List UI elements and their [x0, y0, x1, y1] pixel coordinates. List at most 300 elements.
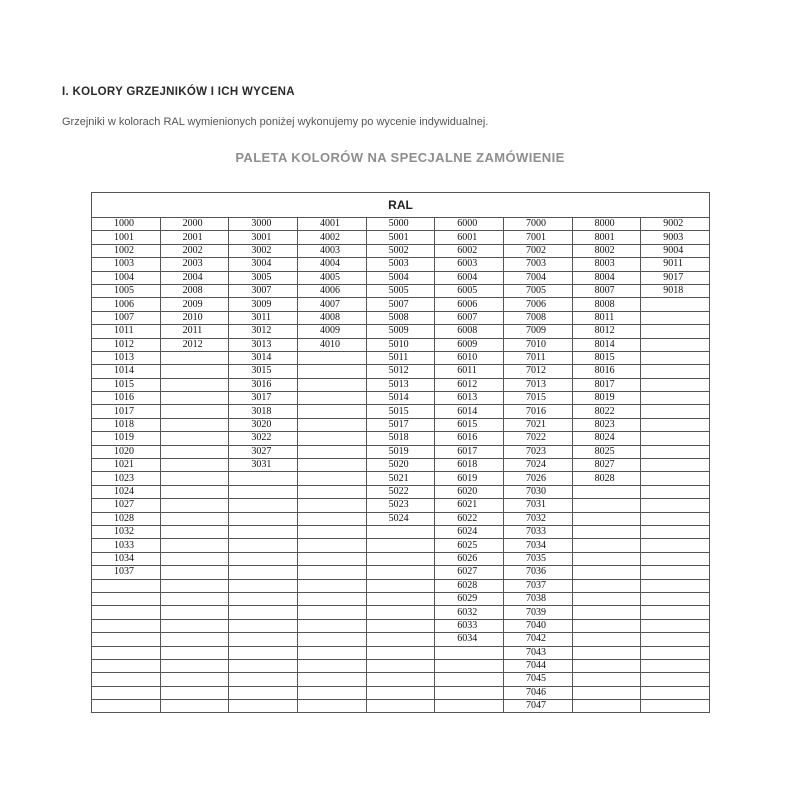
ral-code-cell: 7010 — [503, 338, 572, 351]
ral-code-cell — [366, 646, 435, 659]
table-row — [92, 418, 710, 431]
ral-code-cell — [641, 338, 710, 351]
ral-code-cell: 2001 — [160, 231, 229, 244]
ral-code-cell: 7004 — [503, 271, 572, 284]
ral-code-cell — [160, 539, 229, 552]
table-row — [92, 298, 710, 311]
ral-code-cell — [641, 619, 710, 632]
ral-code-cell: 6005 — [435, 284, 504, 297]
ral-code-cell: 1020 — [92, 445, 161, 458]
ral-code-cell: 6027 — [435, 566, 504, 579]
ral-code-cell: 6014 — [435, 405, 504, 418]
ral-code-cell: 5003 — [366, 258, 435, 271]
ral-code-cell: 7044 — [503, 659, 572, 672]
ral-code-cell: 1017 — [92, 405, 161, 418]
ral-code-cell — [229, 646, 298, 659]
ral-code-cell — [160, 566, 229, 579]
table-row — [92, 459, 710, 472]
ral-code-cell: 4008 — [297, 311, 366, 324]
ral-code-cell: 8012 — [572, 325, 641, 338]
ral-code-cell — [160, 392, 229, 405]
ral-code-cell: 1027 — [92, 499, 161, 512]
ral-code-cell: 7013 — [503, 378, 572, 391]
ral-code-cell — [641, 606, 710, 619]
ral-code-cell — [297, 566, 366, 579]
ral-code-cell — [160, 646, 229, 659]
ral-code-cell: 1007 — [92, 311, 161, 324]
ral-code-cell: 3027 — [229, 445, 298, 458]
ral-code-cell — [641, 646, 710, 659]
table-row — [92, 566, 710, 579]
ral-code-cell: 6002 — [435, 244, 504, 257]
ral-code-cell — [572, 485, 641, 498]
ral-code-cell: 1003 — [92, 258, 161, 271]
ral-code-cell — [160, 592, 229, 605]
ral-code-cell — [229, 485, 298, 498]
ral-code-cell — [641, 525, 710, 538]
ral-code-cell: 1016 — [92, 392, 161, 405]
ral-code-cell: 2011 — [160, 325, 229, 338]
ral-code-cell: 1018 — [92, 418, 161, 431]
ral-code-cell: 7002 — [503, 244, 572, 257]
ral-code-cell — [297, 619, 366, 632]
ral-code-cell: 9011 — [641, 258, 710, 271]
ral-code-cell — [297, 633, 366, 646]
ral-code-cell: 7035 — [503, 552, 572, 565]
ral-code-cell: 8002 — [572, 244, 641, 257]
ral-code-cell — [160, 351, 229, 364]
ral-code-cell — [572, 646, 641, 659]
ral-code-cell — [92, 686, 161, 699]
ral-code-cell — [297, 552, 366, 565]
ral-code-cell — [366, 686, 435, 699]
ral-code-cell — [297, 700, 366, 713]
ral-code-cell — [572, 552, 641, 565]
ral-code-cell: 6010 — [435, 351, 504, 364]
ral-code-cell — [366, 566, 435, 579]
ral-code-cell: 1032 — [92, 525, 161, 538]
ral-code-cell: 3016 — [229, 378, 298, 391]
ral-code-cell: 8014 — [572, 338, 641, 351]
ral-code-cell: 1021 — [92, 459, 161, 472]
ral-code-cell: 1019 — [92, 432, 161, 445]
ral-code-cell — [92, 592, 161, 605]
ral-code-cell: 6009 — [435, 338, 504, 351]
ral-code-cell — [641, 432, 710, 445]
ral-code-cell: 3013 — [229, 338, 298, 351]
ral-code-cell — [297, 686, 366, 699]
ral-code-cell: 7046 — [503, 686, 572, 699]
table-row — [92, 592, 710, 605]
ral-code-cell: 6007 — [435, 311, 504, 324]
ral-code-cell — [366, 579, 435, 592]
ral-code-cell — [297, 459, 366, 472]
ral-code-cell: 8016 — [572, 365, 641, 378]
ral-code-cell — [641, 566, 710, 579]
ral-code-cell: 8000 — [572, 218, 641, 231]
ral-code-cell: 3002 — [229, 244, 298, 257]
ral-code-cell — [229, 619, 298, 632]
ral-code-cell: 5021 — [366, 472, 435, 485]
ral-code-cell — [641, 485, 710, 498]
table-row — [92, 378, 710, 391]
table-row — [92, 633, 710, 646]
ral-code-cell: 9018 — [641, 284, 710, 297]
ral-code-cell: 4004 — [297, 258, 366, 271]
table-row — [92, 338, 710, 351]
ral-code-cell — [641, 418, 710, 431]
ral-code-cell: 1023 — [92, 472, 161, 485]
ral-code-cell — [160, 499, 229, 512]
ral-code-cell — [297, 351, 366, 364]
ral-code-cell: 6021 — [435, 499, 504, 512]
ral-code-cell: 4001 — [297, 218, 366, 231]
ral-code-cell — [160, 378, 229, 391]
table-row — [92, 579, 710, 592]
ral-code-cell — [572, 525, 641, 538]
ral-code-cell — [160, 579, 229, 592]
ral-code-cell — [160, 432, 229, 445]
table-row — [92, 619, 710, 632]
ral-code-cell: 2004 — [160, 271, 229, 284]
ral-code-cell — [641, 633, 710, 646]
ral-code-cell — [366, 592, 435, 605]
ral-code-cell: 8017 — [572, 378, 641, 391]
ral-code-cell — [641, 365, 710, 378]
ral-code-cell — [229, 566, 298, 579]
ral-code-cell: 5019 — [366, 445, 435, 458]
ral-code-cell: 8022 — [572, 405, 641, 418]
table-row — [92, 552, 710, 565]
ral-code-cell — [229, 592, 298, 605]
ral-code-cell — [229, 700, 298, 713]
ral-code-cell — [297, 485, 366, 498]
ral-code-cell — [366, 673, 435, 686]
table-row — [92, 258, 710, 271]
ral-code-cell — [92, 619, 161, 632]
ral-code-cell: 1033 — [92, 539, 161, 552]
table-row — [92, 686, 710, 699]
ral-code-cell: 7032 — [503, 512, 572, 525]
ral-code-cell: 1013 — [92, 351, 161, 364]
ral-code-cell — [572, 659, 641, 672]
ral-code-cell: 7006 — [503, 298, 572, 311]
ral-code-cell: 6013 — [435, 392, 504, 405]
ral-code-cell: 6028 — [435, 579, 504, 592]
ral-code-cell — [229, 512, 298, 525]
ral-code-cell: 8019 — [572, 392, 641, 405]
ral-code-cell: 7031 — [503, 499, 572, 512]
ral-code-cell: 3022 — [229, 432, 298, 445]
ral-code-cell — [229, 525, 298, 538]
ral-code-cell — [435, 659, 504, 672]
ral-code-cell: 1014 — [92, 365, 161, 378]
ral-code-cell: 5015 — [366, 405, 435, 418]
ral-code-cell: 3031 — [229, 459, 298, 472]
ral-code-cell — [160, 700, 229, 713]
ral-code-cell: 1006 — [92, 298, 161, 311]
ral-code-cell: 9004 — [641, 244, 710, 257]
ral-code-cell — [160, 619, 229, 632]
ral-code-cell: 3007 — [229, 284, 298, 297]
ral-code-cell — [641, 392, 710, 405]
ral-code-cell — [572, 499, 641, 512]
ral-code-cell: 7037 — [503, 579, 572, 592]
ral-code-cell: 9002 — [641, 218, 710, 231]
ral-code-cell — [297, 499, 366, 512]
ral-code-cell — [297, 445, 366, 458]
ral-code-cell — [641, 459, 710, 472]
table-row — [92, 392, 710, 405]
table-row — [92, 659, 710, 672]
ral-code-cell — [160, 365, 229, 378]
ral-code-cell — [641, 512, 710, 525]
ral-code-cell: 2008 — [160, 284, 229, 297]
ral-code-cell — [160, 673, 229, 686]
ral-code-cell: 8024 — [572, 432, 641, 445]
ral-code-cell: 8027 — [572, 459, 641, 472]
table-row — [92, 485, 710, 498]
ral-code-cell: 7021 — [503, 418, 572, 431]
table-row — [92, 351, 710, 364]
ral-code-cell — [160, 459, 229, 472]
ral-code-cell: 6012 — [435, 378, 504, 391]
ral-code-cell — [366, 539, 435, 552]
ral-code-cell: 1005 — [92, 284, 161, 297]
ral-code-cell: 5011 — [366, 351, 435, 364]
ral-code-cell: 8028 — [572, 472, 641, 485]
ral-code-cell — [435, 673, 504, 686]
table-row — [92, 606, 710, 619]
ral-code-cell: 7030 — [503, 485, 572, 498]
ral-code-cell: 3009 — [229, 298, 298, 311]
ral-code-cell — [160, 512, 229, 525]
ral-code-cell — [641, 499, 710, 512]
ral-code-cell — [160, 659, 229, 672]
ral-code-cell: 7045 — [503, 673, 572, 686]
table-header-row — [92, 193, 710, 218]
ral-code-cell: 8011 — [572, 311, 641, 324]
ral-code-cell: 7042 — [503, 633, 572, 646]
ral-code-cell — [641, 686, 710, 699]
table-row — [92, 218, 710, 231]
ral-code-cell — [435, 646, 504, 659]
ral-code-cell — [297, 405, 366, 418]
ral-code-cell — [229, 686, 298, 699]
ral-code-cell: 7003 — [503, 258, 572, 271]
ral-code-cell: 7033 — [503, 525, 572, 538]
ral-code-cell: 7039 — [503, 606, 572, 619]
ral-code-cell: 6015 — [435, 418, 504, 431]
ral-code-cell — [160, 485, 229, 498]
ral-code-cell — [641, 472, 710, 485]
ral-code-cell: 7026 — [503, 472, 572, 485]
ral-code-cell: 4007 — [297, 298, 366, 311]
ral-code-cell: 3015 — [229, 365, 298, 378]
ral-code-cell: 5007 — [366, 298, 435, 311]
ral-code-cell — [229, 659, 298, 672]
ral-code-cell: 4009 — [297, 325, 366, 338]
table-row — [92, 432, 710, 445]
ral-code-cell: 3020 — [229, 418, 298, 431]
ral-code-cell: 6006 — [435, 298, 504, 311]
ral-code-cell — [297, 539, 366, 552]
table-row — [92, 512, 710, 525]
ral-code-cell: 5012 — [366, 365, 435, 378]
ral-code-cell: 7015 — [503, 392, 572, 405]
table-row — [92, 405, 710, 418]
ral-code-cell: 6019 — [435, 472, 504, 485]
ral-code-cell: 5020 — [366, 459, 435, 472]
ral-code-cell: 7001 — [503, 231, 572, 244]
ral-code-cell: 2009 — [160, 298, 229, 311]
ral-code-cell: 6000 — [435, 218, 504, 231]
ral-code-cell — [229, 539, 298, 552]
ral-code-cell: 2003 — [160, 258, 229, 271]
ral-code-cell: 5010 — [366, 338, 435, 351]
ral-code-cell: 3004 — [229, 258, 298, 271]
table-row — [92, 539, 710, 552]
ral-code-cell: 6025 — [435, 539, 504, 552]
ral-code-cell — [297, 365, 366, 378]
ral-code-cell — [366, 525, 435, 538]
ral-code-cell: 8023 — [572, 418, 641, 431]
ral-code-cell — [229, 552, 298, 565]
ral-code-cell: 7047 — [503, 700, 572, 713]
ral-code-cell: 7024 — [503, 459, 572, 472]
ral-code-cell — [572, 592, 641, 605]
ral-code-cell — [229, 606, 298, 619]
ral-code-cell: 1000 — [92, 218, 161, 231]
ral-code-cell — [229, 673, 298, 686]
table-row — [92, 472, 710, 485]
ral-code-cell — [160, 606, 229, 619]
ral-code-cell: 8025 — [572, 445, 641, 458]
ral-code-cell — [572, 700, 641, 713]
ral-code-cell: 4003 — [297, 244, 366, 257]
ral-code-cell: 6032 — [435, 606, 504, 619]
ral-code-cell: 6024 — [435, 525, 504, 538]
ral-code-cell — [297, 579, 366, 592]
ral-code-cell: 5009 — [366, 325, 435, 338]
ral-code-cell — [160, 552, 229, 565]
ral-code-cell — [92, 673, 161, 686]
ral-code-cell: 2002 — [160, 244, 229, 257]
ral-code-cell — [297, 659, 366, 672]
ral-code-cell: 3018 — [229, 405, 298, 418]
table-row — [92, 525, 710, 538]
ral-code-cell — [160, 445, 229, 458]
ral-code-cell — [297, 512, 366, 525]
ral-code-cell: 6022 — [435, 512, 504, 525]
ral-code-cell — [641, 325, 710, 338]
ral-code-cell — [229, 472, 298, 485]
ral-code-cell — [641, 378, 710, 391]
table-row — [92, 445, 710, 458]
ral-code-cell — [572, 633, 641, 646]
ral-code-cell: 5005 — [366, 284, 435, 297]
ral-code-cell: 7023 — [503, 445, 572, 458]
ral-code-cell — [160, 472, 229, 485]
ral-code-cell — [641, 539, 710, 552]
ral-code-cell: 6004 — [435, 271, 504, 284]
ral-code-cell — [366, 633, 435, 646]
ral-code-cell: 6026 — [435, 552, 504, 565]
ral-code-cell: 4010 — [297, 338, 366, 351]
ral-code-cell — [366, 552, 435, 565]
ral-code-cell — [572, 673, 641, 686]
table-body — [92, 218, 710, 713]
ral-code-cell — [297, 472, 366, 485]
ral-code-cell: 9017 — [641, 271, 710, 284]
ral-code-cell — [572, 606, 641, 619]
ral-code-cell: 7038 — [503, 592, 572, 605]
ral-code-cell — [297, 418, 366, 431]
table-row — [92, 231, 710, 244]
ral-code-cell: 5008 — [366, 311, 435, 324]
ral-code-cell — [92, 633, 161, 646]
ral-code-cell: 2000 — [160, 218, 229, 231]
ral-code-cell: 6034 — [435, 633, 504, 646]
ral-code-cell — [92, 579, 161, 592]
ral-code-cell — [297, 525, 366, 538]
ral-code-cell: 1002 — [92, 244, 161, 257]
table-row — [92, 700, 710, 713]
ral-code-cell — [297, 646, 366, 659]
ral-code-cell: 3011 — [229, 311, 298, 324]
ral-code-cell — [297, 392, 366, 405]
ral-code-cell — [641, 552, 710, 565]
ral-code-cell: 6011 — [435, 365, 504, 378]
ral-code-cell — [92, 606, 161, 619]
ral-code-cell — [641, 445, 710, 458]
ral-code-cell: 8008 — [572, 298, 641, 311]
ral-code-cell — [641, 592, 710, 605]
ral-code-cell: 7043 — [503, 646, 572, 659]
ral-code-cell — [641, 579, 710, 592]
ral-code-cell — [641, 405, 710, 418]
ral-code-cell: 7009 — [503, 325, 572, 338]
ral-code-cell: 6017 — [435, 445, 504, 458]
ral-code-cell: 3000 — [229, 218, 298, 231]
ral-code-cell — [572, 619, 641, 632]
ral-code-cell — [641, 298, 710, 311]
ral-code-cell: 5002 — [366, 244, 435, 257]
ral-code-cell — [160, 686, 229, 699]
ral-code-cell: 2012 — [160, 338, 229, 351]
ral-code-cell — [572, 566, 641, 579]
ral-code-cell: 6008 — [435, 325, 504, 338]
ral-code-cell: 5013 — [366, 378, 435, 391]
palette-title: PALETA KOLORÓW NA SPECJALNE ZAMÓWIENIE — [235, 150, 565, 165]
ral-code-cell — [641, 673, 710, 686]
ral-code-cell: 4006 — [297, 284, 366, 297]
ral-code-cell: 7034 — [503, 539, 572, 552]
ral-code-cell: 1015 — [92, 378, 161, 391]
ral-code-cell: 6018 — [435, 459, 504, 472]
ral-code-cell: 5023 — [366, 499, 435, 512]
ral-code-cell: 7005 — [503, 284, 572, 297]
ral-code-cell — [160, 525, 229, 538]
ral-code-cell: 3001 — [229, 231, 298, 244]
ral-code-cell — [572, 686, 641, 699]
ral-code-cell — [366, 619, 435, 632]
ral-code-cell — [160, 405, 229, 418]
ral-code-cell — [297, 592, 366, 605]
ral-code-cell: 9003 — [641, 231, 710, 244]
ral-code-cell: 1024 — [92, 485, 161, 498]
ral-code-cell: 7012 — [503, 365, 572, 378]
